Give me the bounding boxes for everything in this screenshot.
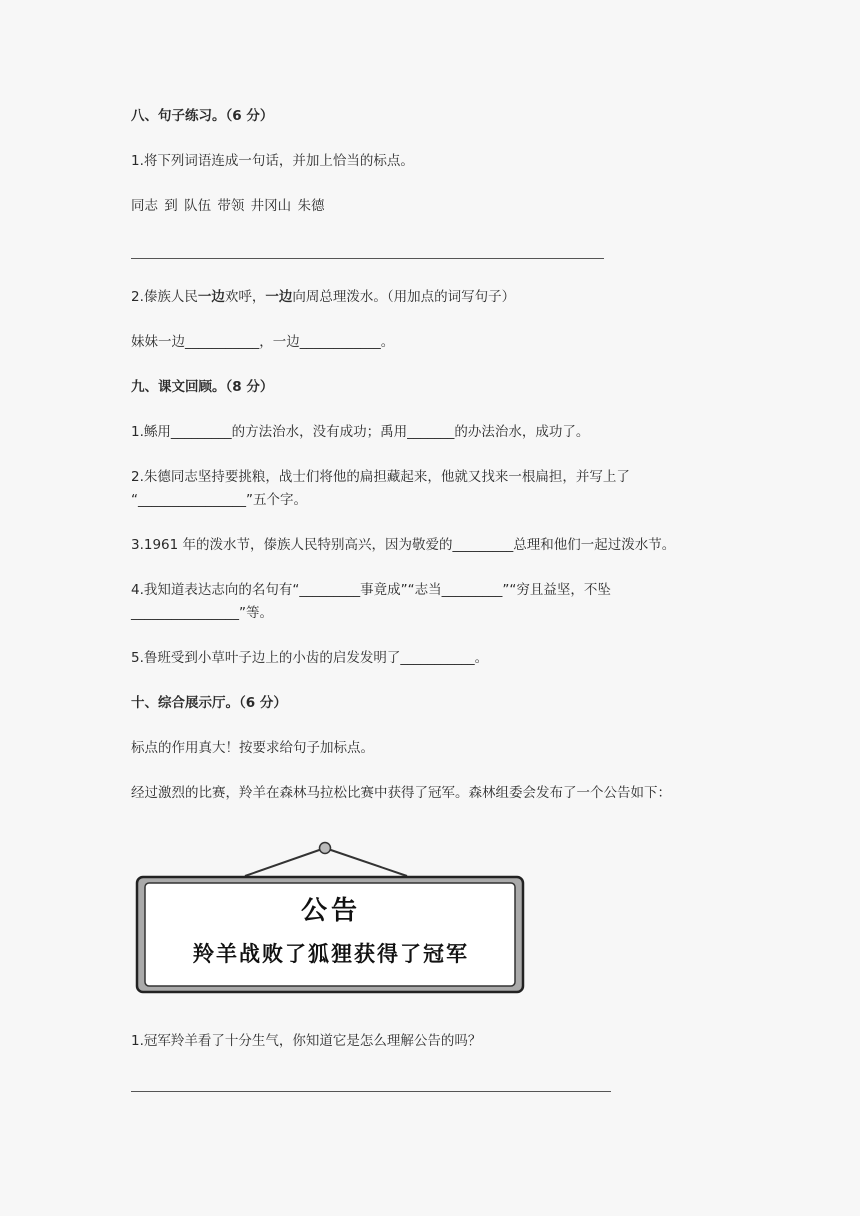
notice-title: 公告 [300,896,361,926]
section-8-q1-words: 同志 到 队伍 带领 井冈山 朱德 [131,198,325,214]
notice-sign [135,838,527,996]
section-9-q1[interactable]: 1.鲧用_________的方法治水，没有成功；禹用_______的办法治水，成功了。 [131,424,590,440]
section-10-heading: 十、综合展示厅。（6 分） [131,695,287,711]
section-8-q1-prompt: 1.将下列词语连成一句话，并加上恰当的标点。 [131,153,414,169]
q2-prompt-dotted-word-2: 一边 [265,289,293,305]
section-8-q2-prompt [131,288,515,306]
section-8-heading: 八、句子练习。（6 分） [131,108,274,124]
notice-text: 羚羊战败了狐狸获得了冠军 [193,942,469,966]
q2-prompt-dotted-word-1: 一边 [197,289,225,305]
answer-line-8-1[interactable] [131,258,604,259]
section-9-q3[interactable]: 3.1961 年的泼水节，傣族人民特别高兴，因为敬爱的_________总理和他们一起过泼水节。 [131,537,676,553]
q2-prompt-start: 2.傣族人民 [131,289,198,305]
answer-line-10-1[interactable] [131,1091,611,1092]
section-9-q4-line2[interactable]: ________________”等。 [131,605,273,621]
section-9-q5[interactable]: 5.鲁班受到小草叶子边上的小齿的启发发明了___________。 [131,650,489,666]
q2-prompt-middle: 欢呼， [224,289,266,305]
section-9-heading: 九、课文回顾。（8 分） [131,379,274,395]
section-10-q1: 1.冠军羚羊看了十分生气，你知道它是怎么理解公告的吗？ [131,1033,482,1049]
section-8-q2-answer[interactable]: 妹妹一边___________，一边____________。 [131,334,395,350]
section-9-q2-line1: 2.朱德同志坚持要挑粮，战士们将他的扁担藏起来，他就又找来一根扁担，并写上了 [131,469,630,485]
section-9-q4-line1[interactable]: 4.我知道表达志向的名句有“_________事竟成”“志当_________”“穷且益坚，不坠 [131,582,611,598]
q2-prompt-end: 向周总理泼水。（用加点的词写句子） [292,289,516,305]
section-9-q2-line2[interactable]: “________________”五个字。 [131,492,307,508]
section-10-context: 经过激烈的比赛，羚羊在森林马拉松比赛中获得了冠军。森林组委会发布了一个公告如下： [131,785,671,801]
section-10-intro: 标点的作用真大！按要求给句子加标点。 [131,740,374,756]
